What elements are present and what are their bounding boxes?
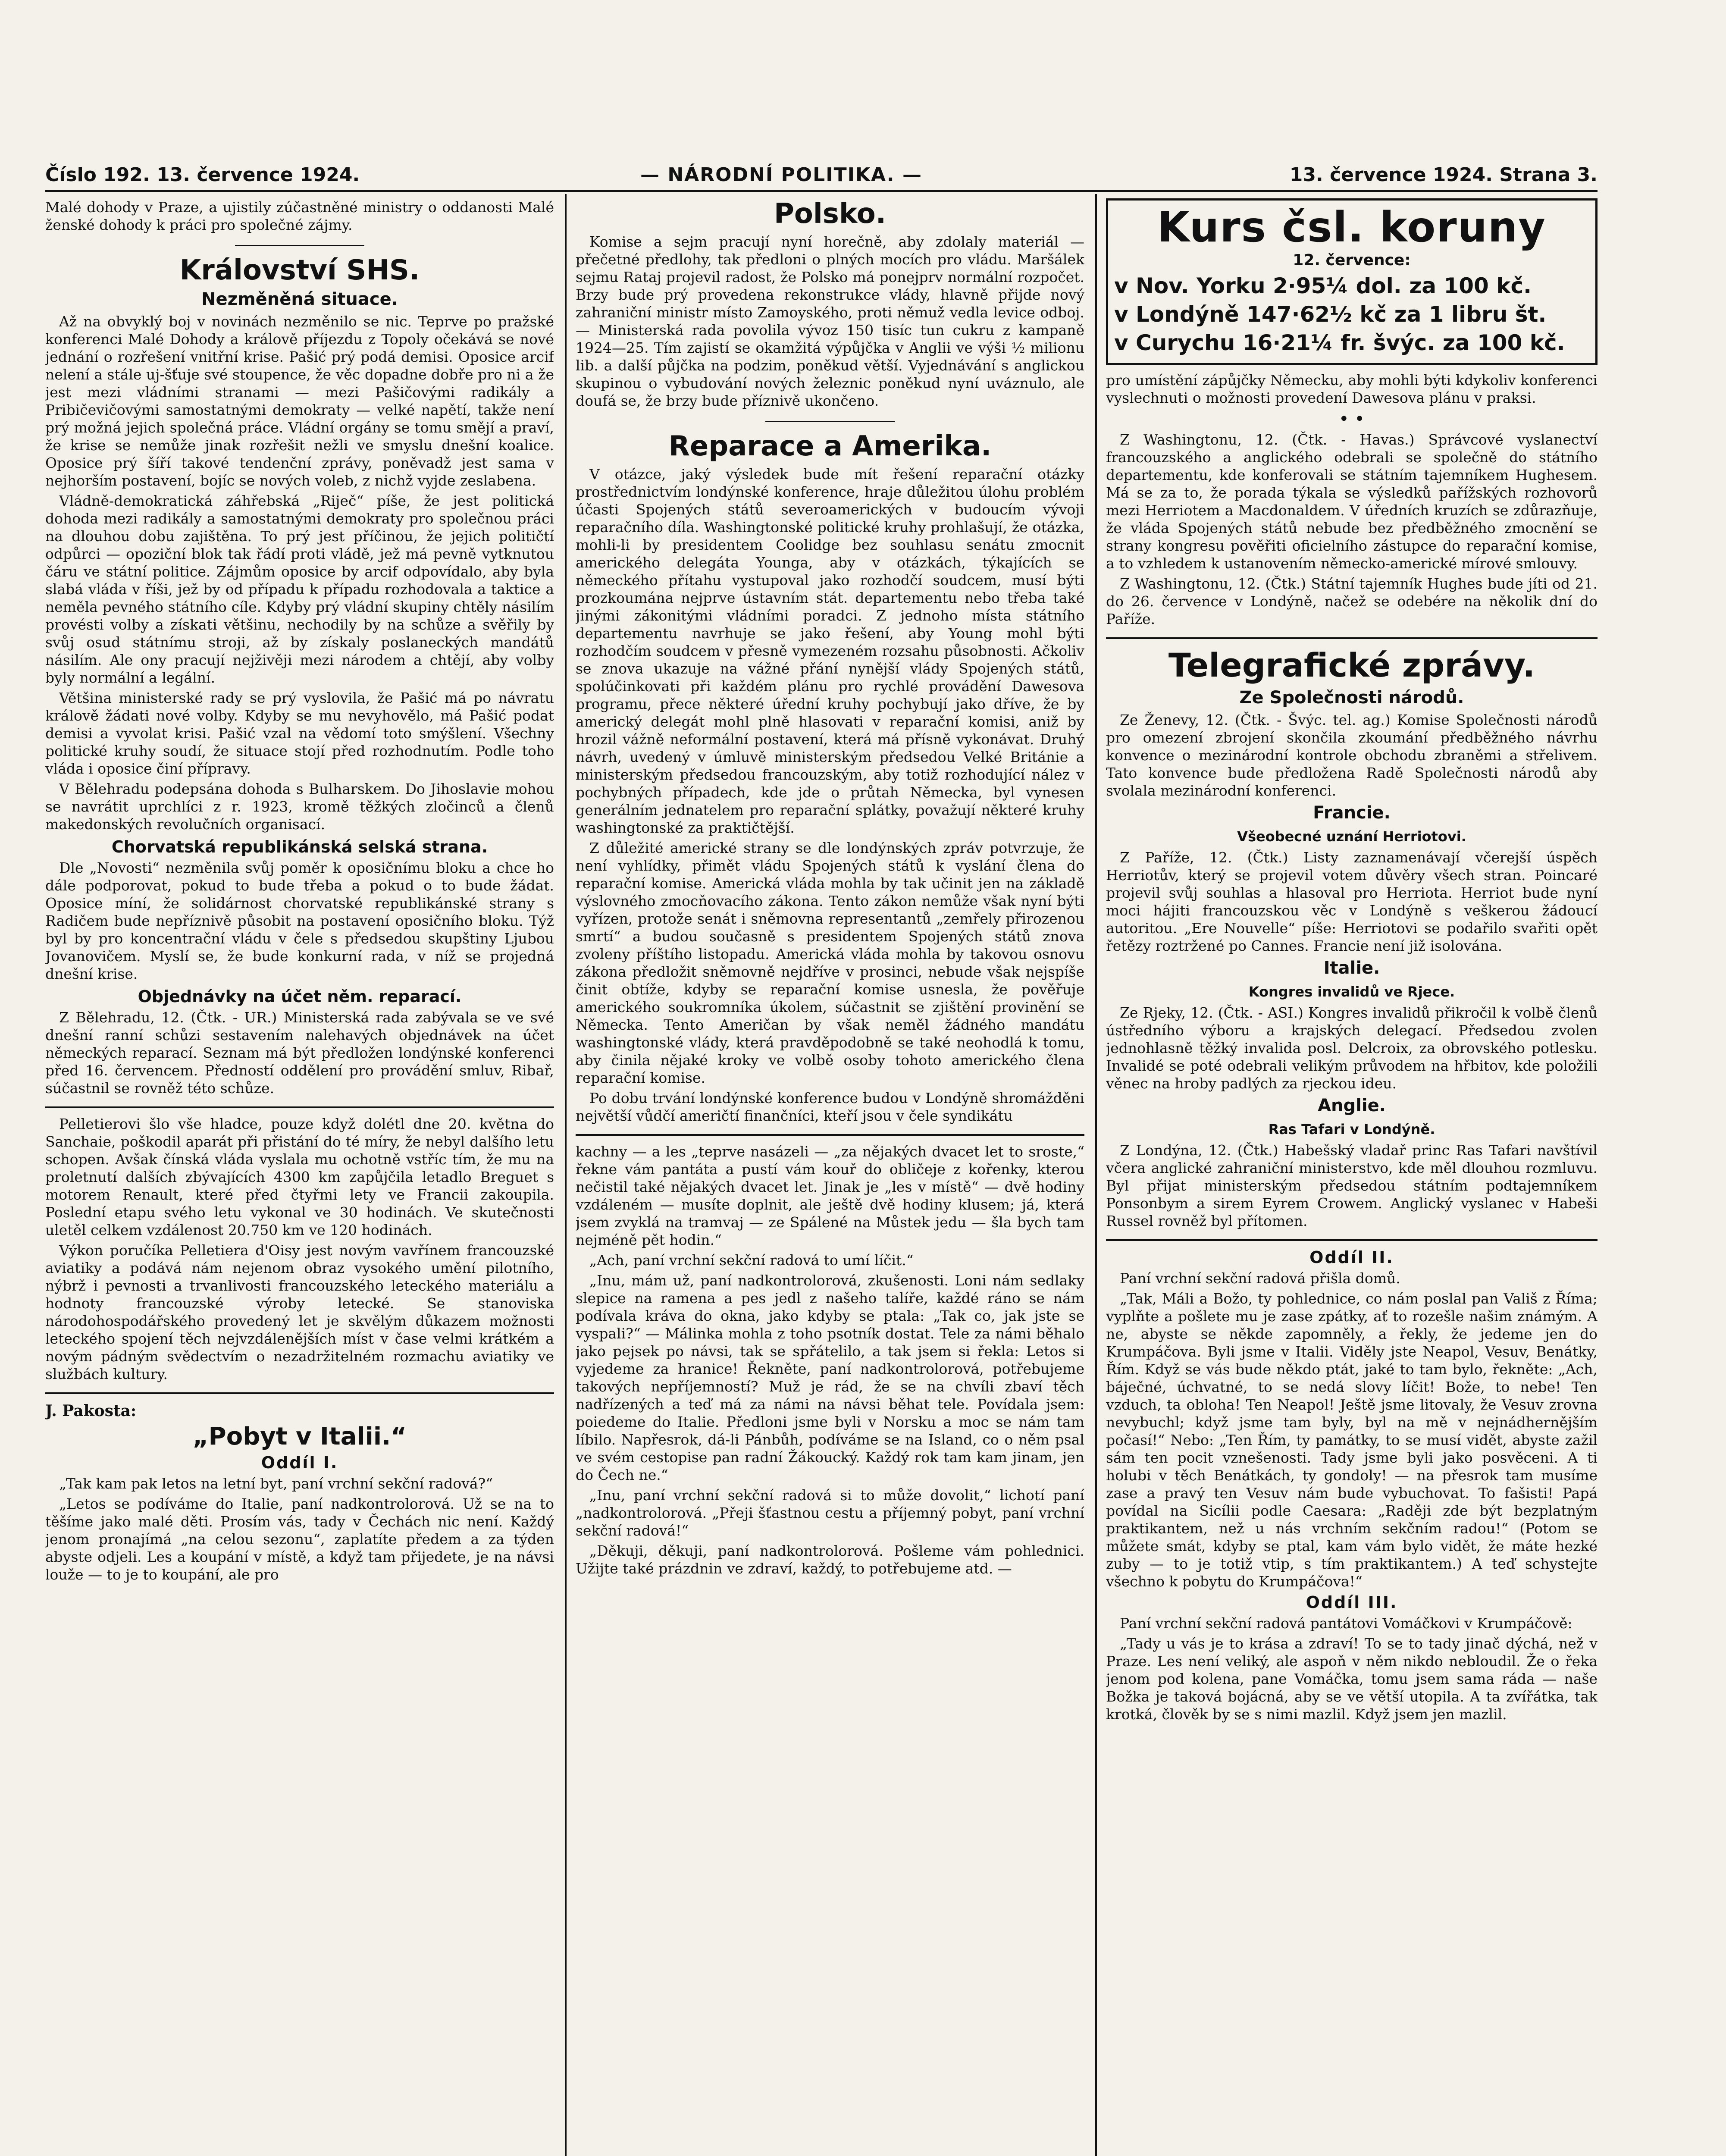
article-text: Po dobu trvání londýnské konference budou v Londýně shromážděni největší vůdčí američtí finančníci, kteří jsou v čele syndikátu (576, 1090, 1084, 1124)
page-header (45, 164, 1598, 191)
story-text: „Letos se podíváme do Italie, paní nadkontrolorová. Už se na to těšíme jako malé děti. Prosím vás, tady v Čechách nic není. Každý jenom pronajímá „na celou sezonu“, zaplatíte předem a za týden abyste odjeli. Les a koupání v místě, a když tam přijedete, je na návsi louže — to je to koupání, ale pro (45, 1495, 554, 1583)
exchange-rate-date: 12. července: (1293, 251, 1411, 269)
separator-dots: • • (1339, 409, 1365, 429)
header-issue: Číslo 192. 13. července 1924. (45, 164, 360, 186)
story-text: „Ach, paní vrchní sekční radová to umí líčit.“ (589, 1252, 914, 1269)
article-subtitle: Kongres invalidů ve Rjece. (1248, 984, 1455, 1000)
article-text: Z Washingtonu, 12. (Čtk.) Státní tajemník Hughes bude jíti od 21. do 26. července v Londýně, načež se odebére na několik dní do Paříže. (1106, 575, 1598, 627)
column-2 (576, 198, 1084, 1580)
story-text: „Tak kam pak letos na letní byt, paní vrchní sekční radová?“ (59, 1475, 493, 1492)
article-subtitle: Chorvatská republikánská selská strana. (111, 837, 488, 856)
article-title: Francie. (1313, 803, 1391, 823)
separator (235, 245, 364, 246)
story-text: „Děkuji, děkuji, paní nadkontrolorová. Pošleme vám pohlednici. Užijte také prázdnin ve zdraví, každý, to potřebujeme atd. — (576, 1542, 1084, 1577)
exchange-rate-title: Kurs čsl. koruny (1157, 203, 1546, 251)
header-masthead: — NÁRODNÍ POLITIKA. — (640, 164, 922, 186)
story-text: „Inu, mám už, paní nadkontrolorová, zkušenosti. Loni nám sedlaky slepice na ramena a pes jedl z našeho talíře, každé ráno se nám podívala kráva do okna, jako kdyby se ptala: „Tak co, jak jste se vyspali?“ — Málinka mohla z toho psotník dostat. Tele za námi běhalo jako pejsek po návsi, tak se spřátelilo, a tak jsem si řekla: Letos si vyjedeme za hranice! Řekněte, paní nadkontrolorová, potřebujeme takových nepříjemností? Muž je rád, že se na chvíli zbaví těch nadřízených a teď má za námi na návsi běhat tele. Povídala jsem: poiedeme do Italie. Předloni jsme byli v Norsku a moc se nám tam líbilo. Napřesrok, dá-li Pánbůh, podíváme se na Island, co o něm psal ve svém cestopise pan radní Žákoucký. Každý rok tam kam jinam, jen do Čech ne.“ (576, 1272, 1084, 1483)
section-rule (45, 1106, 554, 1108)
article-text: Většina ministerské rady se prý vyslovila, že Pašić má po návratu králově žádati nové volby. Kdyby se mu nevyhovělo, má Pašić podat demisi a vyvolat krisi. Pašić vzal na vědomí toto smýšlení. Všechny politické kruhy soudí, že situace stojí před rozhodnutím. Podle toho vláda i oposice činí přípravy. (45, 689, 554, 777)
story-text: „Tak, Máli a Božo, ty pohlednice, co nám poslal pan Vališ z Říma; vyplňte a pošlete mu je zase zpátky, ať to rozešle našim známým. A ne, abyste se někde zapomněly, a řekly, že jedeme jen do Krumpáčova. Byli jsme v Italii. Viděly jste Neapol, Vesuv, Benátky, Řím. Když se vás bude někdo ptát, jaké to tam bylo, řekněte: „Ach, báječné, úchvatné, to se nedá slovy líčit! Bože, to nebe! Ten vzduch, ta obloha! Ten Neapol! Ještě jsme litovaly, že Vesuv zrovna nevybuchl; když jsme tam byly, byl na mě v nejnádhernějším počasí!“ Nebo: „Ten Řím, ty památky, to se musí vidět, abyste zažil sám ten pocit vznešenosti. Tady jsme byli jako posvěceni. A ti holubi v těch Benátkách, ty gondoly! — na přesrok tam musíme zase a pravý ten Vesuv nám bude vybuchovat. To fašisti! Papá povídal na Sicílii podle Caesara: „Raději zde být bezplatným praktikantem, než u nás vrchním sekčním radou!“ (Potom se můžete smát, kdyby se ptal, kam vám bylo vidět, že máte hezké zuby — to je totiž vtip, s tím praktikantem.) A teď schystejte všechno k pobytu do Krumpáčova!“ (1106, 1290, 1598, 1590)
exchange-rate-line: v Curychu 16·21¼ fr. švýc. za 100 kč. (1114, 330, 1565, 355)
article-text: Výkon poručíka Pelletiera d'Oisy jest novým vavřínem francouzské aviatiky a podává nám nejenom obraz vysokého umění pilotního, nýbrž i pevnosti a trvanlivosti francouzského leteckého materiálu a hodnoty francouzské výroby letecké. Se stanoviska národohospodářského provedený let je skvělým důkazem možnosti leteckého spojení těch nejvzdálenějších míst v čase velmi krátkém a novým pádným svědectvím o nezadržitelném rozmachu aviatiky ve službách kultury. (45, 1242, 554, 1382)
exchange-rate-box (1106, 198, 1598, 365)
exchange-rate-line: v Nov. Yorku 2·95¼ dol. za 100 kč. (1114, 273, 1532, 298)
story-text: „Inu, paní vrchní sekční radová si to může dovolit,“ lichotí paní „nadkontrolorová. „Přeji šťastnou cestu a příjemný pobyt, paní vrchní sekční radová!“ (576, 1487, 1084, 1539)
column-divider (1095, 194, 1097, 2156)
column-divider (565, 194, 567, 2156)
exchange-rate-line: v Londýně 147·62½ kč za 1 libru št. (1114, 302, 1547, 327)
separator (765, 421, 895, 422)
column-3 (1106, 198, 1598, 1726)
newspaper-page (45, 164, 1598, 2156)
article-text: Dle „Novosti“ nezměnila svůj poměr k oposičnímu bloku a chce ho dále podporovat, pokud to bude třeba a pokud o to bude žádat. Oposice míní, že solidárnost chorvatské republikánské strany s Radičem bude nepříznivě působit na postavení oposičního bloku. Týž byl by pro koncentrační vládu v čele s předsedou skupštiny Ljubou Jovanovičem. Myslí se, že bude konkurní rada, v níž se projedná dnešní krise. (45, 859, 554, 982)
section-rule (1106, 1239, 1598, 1241)
article-subtitle: Ras Tafari v Londýně. (1268, 1121, 1435, 1138)
article-title: Království SHS. (179, 254, 420, 286)
article-subtitle: Objednávky na účet něm. reparací. (138, 987, 462, 1006)
story-part-heading: Oddíl III. (1306, 1593, 1398, 1612)
article-text: Z Washingtonu, 12. (Čtk. - Havas.) Správcové vyslanectví francouzského a anglického odebrali se společně do státního departementu, kde konferovali se státním tajemníkem Hughesem. Má se za to, že porada týkala se výsledků pařížských rozhovorů mezi Herriotem a Macdonaldem. V úředních kruzích se zdůrazňuje, že vláda Spojených států nebude bez předběžného zmocnění se strany kongresu pověřiti oficielního zástupce do reparační komise, a to vzhledem k ustanovením německo-americké mírové smlouvy. (1106, 431, 1598, 572)
article-text: Ze Ženevy, 12. (Čtk. - Švýc. tel. ag.) Komise Společnosti národů pro omezení zbrojení skončila zkoumání předběžného návrhu konvence o mezinárodní kontrole obchodu zbraněmi a střelivem. Tato konvence bude předložena Radě Společnosti národů aby svolala mezinárodní konferenci. (1106, 711, 1598, 799)
article-text: Ze Rjeky, 12. (Čtk. - ASI.) Kongres invalidů přikročil k volbě členů ústředního výboru a krajských delegací. Předsedou zvolen jednohlasně těžký invalida posl. Delcroix, za obrovského potlesku. Invalidé se poté odebrali velikým průvodem na hřbitov, kde položili věnec na hroby padlých za rjeckou ideu. (1106, 1004, 1598, 1092)
article-subtitle: Ze Společnosti národů. (1239, 688, 1464, 708)
story-text: Paní vrchní sekční radová pantátovi Vomáčkovi v Krumpáčově: (1120, 1615, 1573, 1632)
section-title: Telegrafické zprávy. (1168, 646, 1535, 684)
article-text: Z Londýna, 12. (Čtk.) Habešský vladař princ Ras Tafari navštívil včera anglické zahraniční ministerstvo, kde měl dlouhou rozmluvu. Byl přijat ministerským předsedou státním podtajemníkem Ponsonbym a sirem Eyrem Crowem. Anglický vyslanec v Habeši Russel rovněž byl přítomen. (1106, 1142, 1598, 1229)
article-subtitle: Všeobecné uznání Herriotovi. (1237, 828, 1466, 845)
article-title: Reparace a Amerika. (668, 430, 992, 462)
article-text: Pelletierovi šlo vše hladce, pouze když dolétl dne 20. května do Sanchaie, poškodil aparát při přistání do té míry, že nebyl dalšího letu schopen. Avšak čínská vláda vyslala mu ochotně vstříc tím, že mu na proletnutí dalších zbývajících 4300 km zapůjčila letadlo Breguet s motorem Renault, které před čtyřmi lety ve Francii zakoupila. Poslední etapu svého letu vykonal ve 30 hodinách. Ve skutečnosti uletěl celkem vzdálenost 20.750 km ve 120 hodinách. (45, 1116, 554, 1238)
article-title: Polsko. (774, 198, 886, 230)
header-rule (45, 190, 1598, 192)
article-text: pro umístění zápůjčky Německu, aby mohli býti kdykoliv konferenci vyslechnuti o možnosti provedení Dawesova plánu v praksi. (1106, 372, 1598, 406)
story-text: Paní vrchní sekční radová přišla domů. (1120, 1270, 1400, 1287)
story-part-heading: Oddíl I. (261, 1453, 338, 1472)
article-title: Italie. (1323, 958, 1380, 978)
story-text: kachny — a les „teprve nasázeli — „za nějakých dvacet let to sroste,“ řekne vám pantáta a pustí vám kouř do obličeje z kořenky, kterou nečistil také nějakých dvacet let. Jinak je „les v místě“ — dvě hodiny vzdáleném — musíte doplnit, ale ještě dvě hodiny klusem; já, která jsem zvyklá na tramvaj — ze Spálené na Můstek jedu — šla bych tam nejméně pět hodin.“ (576, 1143, 1084, 1248)
story-part-heading: Oddíl II. (1309, 1248, 1394, 1267)
article-text: Vládně-demokratická záhřebská „Riječ“ píše, že jest politická dohoda mezi radikály a samostatnými demokraty pro společnou práci na dlouhou dobu zajištěna. To prý jest příčinou, že jejich političtí odpůrci — opoziční blok tak řádí proti vládě, jež má pevně vytknutou čáru ve státní politice. Zájmům oposice by arcif odpovídalo, aby byla slabá vláda v říši, jež by od případu k případu rozhodovala a taktice a neměla pevného státního cíle. Kdyby prý vládní skupiny chtěly násilím provésti volby a získati většinu, nechodily by na schůze a svěřily by svůj osud státnímu stroji, až by získaly poslaneckých mandátů násilím. Ale ony pracují nejživěji mezi národem a chtějí, aby volby byly normální a legální. (45, 492, 554, 686)
story-title: „Pobyt v Italii.“ (192, 1423, 407, 1451)
article-text: Z důležité americké strany se dle londýnských zpráv potvrzuje, že není vyhlídky, přimět vládu Spojených států k vyslání člena do reparační komise. Americká vláda mohla by tak učinit jen na základě výslovného zmocňovacího zákona. Tento zákon nemůže však nyní býti vyřízen, protože senát i sněmovna representantů „zemřely přirozenou smrtí“ a budou současně s presidentem Spojených států znova zvoleny příštího listopadu. Americká vláda mohla by takovou osnovu zákona předložit sněmovně nejdříve v prosinci, nebude však nejspíše činit obtíže, kdyby se reparační komise usnesla, že pověřuje amerického soukromníka úkolem, súčastnit se zjištění provinění se Německa. Tento Američan by však neměl žádného mandátu washingtonské vlády, která pravděpodobně se také neohodlá k tomu, aby činila nějaké kroky ve volbě osoby tohoto amerického člena reparační komise. (576, 840, 1084, 1086)
article-text: V otázce, jaký výsledek bude mít řešení reparační otázky prostřednictvím londýnské konference, hraje důležitou úlohu problém účasti Spojených států severoamerických v budoucím vývoji reparačního díla. Washingtonské politické kruhy prohlašují, že otázka, mohli-li by presidentem Coolidge bez souhlasu senátu zmocnit amerického delegáta Younga, aby v otázkách, týkajících se německého přítahu vystupoval jako rozhodčí soudcem, musí býti prozkoumána nejprve ústavním stát. departementu nebo třeba také jinými zákonitými vládními poradci. Z jednoho místa státního departementu navrhuje se jako řešení, aby Young mohl býti rozhodčím soudcem v přesně vymezeném rozsahu působnosti. Ačkoliv se znova ukazuje na vážné přání nynější vlády Spojených států, spolúčinkovati při každém plánu pro rychlé provádění Dawesova programu, přece některé úřední kruhy pochybují jako dříve, že by americký delegát mohl plně hlasovati v reparační komisi, aniž by hrozil vážně neformální postavení, která má přísně vykonávat. Druhý návrh, uvedený v úmluvě ministerským předsedou Velké Británie a ministerským předsedou francouzským, aby totiž rozhodující nález v pochybných případech, kde jde o průtah Německa, byl vynesen generálním jednatelem pro reparační splátky, považují některé kruhy washingtonské za praktičtější. (576, 466, 1084, 836)
section-rule (45, 1392, 554, 1394)
article-subtitle: Nezměněná situace. (201, 289, 398, 309)
article-text: Až na obvyklý boj v novinách nezměnilo se nic. Teprve po pražské konferenci Malé Dohody a králově příjezdu z Topoly očekává se nové jednání o rozřešení vnitřní krise. Pašić prý podá demisi. Oposice arcif nelení a stále uj-šťuje své stoupence, že věc dopadne dobře pro ni a že jest mezi vládními stranami — mezi Pašičovými radikály a Pribičevičovými samostatnými demokraty — velké napětí, takže není prý možná jejich společná práce. Vládní orgány se tomu smějí a praví, že krise se nemůže jinak rozřešit nežli ve smyslu dnešní koalice. Oposice prý šíří takové tendenční zprávy, poněvadž jest sama v nejhorším postavení, bojíc se nových voleb, z nichž vyjde zeslabena. (45, 313, 554, 489)
column-1 (45, 198, 554, 1586)
article-text: Komise a sejm pracují nyní horečně, aby zdolaly materiál — přečetné předlohy, tak předloni o plných mocích pro vládu. Maršálek sejmu Rataj projevil radost, že Polsko má ponejprv normální rozpočet. Brzy bude prý provedena rekonstrukce vlády, hlavně přijde nový zahraniční ministr místo Zamoyského, proti němuž vedla levice odboj. — Ministerská rada povolila vývoz 150 tisíc tun cukru z kampaně 1924—25. Tím zajistí se okamžitá výpůjčka v Anglii ve výši ½ milionu lib. a další půjčka na podzim, poněkud větší. Vyjednávání s anglickou skupinou o vybudování nových železnic poněkud nyní uváznulo, ale doufá se, že brzy bude příznivě ukončeno. (576, 233, 1084, 409)
section-rule (1106, 637, 1598, 639)
article-text: Z Paříže, 12. (Čtk.) Listy zaznamenávají včerejší úspěch Herriotův, který se projevil votem důvěry všech stran. Poincaré projevil svůj souhlas a hlasoval pro Herriota. Herriot bude nyní moci hájiti francouzskou věc v Londýně s veškerou žádoucí autoritou. „Ere Nouvelle“ píše: Herriotovi se podařilo svařiti opět řetězy roztržené po Cannes. Francie není již isolována. (1106, 849, 1598, 954)
article-text: V Bělehradu podepsána dohoda s Bulharskem. Do Jihoslavie mohou se navrátit uprchlíci z r. 1923, kromě těžkých zločinců a členů makedonských revolučních organisací. (45, 780, 554, 833)
story-text: „Tady u vás je to krása a zdraví! To se to tady jinač dýchá, než v Praze. Les není veliký, ale aspoň v něm nikdo nebloudil. Že o řeka jenom pod kolena, pane Vomáčka, tomu jsem sama ráda — naše Božka je taková bojácná, aby se ve větší utopila. A ta zvířátka, tak krotká, člověk by se s nimi mazlil. Když jsem jen mazlil. (1106, 1635, 1598, 1723)
header-date-page: 13. července 1924. Strana 3. (1289, 164, 1598, 186)
section-rule (576, 1134, 1084, 1136)
article-text: Z Bělehradu, 12. (Čtk. - UR.) Ministerská rada zabývala se ve své dnešní ranní schůzi sestavením nalehavých objednávek na účet německých reparací. Seznam má být předložen londýnské konferenci před 16. červencem. Předností oddělení pro provádění smluv, Ribař, súčastnil se rovněž této schůze. (45, 1009, 554, 1097)
article-title: Anglie. (1318, 1096, 1386, 1116)
story-author: J. Pakosta: (45, 1402, 137, 1420)
article-text: Malé dohody v Praze, a ujistily zúčastněné ministry o oddanosti Malé ženské dohody k práci pro společné zájmy. (45, 199, 554, 233)
